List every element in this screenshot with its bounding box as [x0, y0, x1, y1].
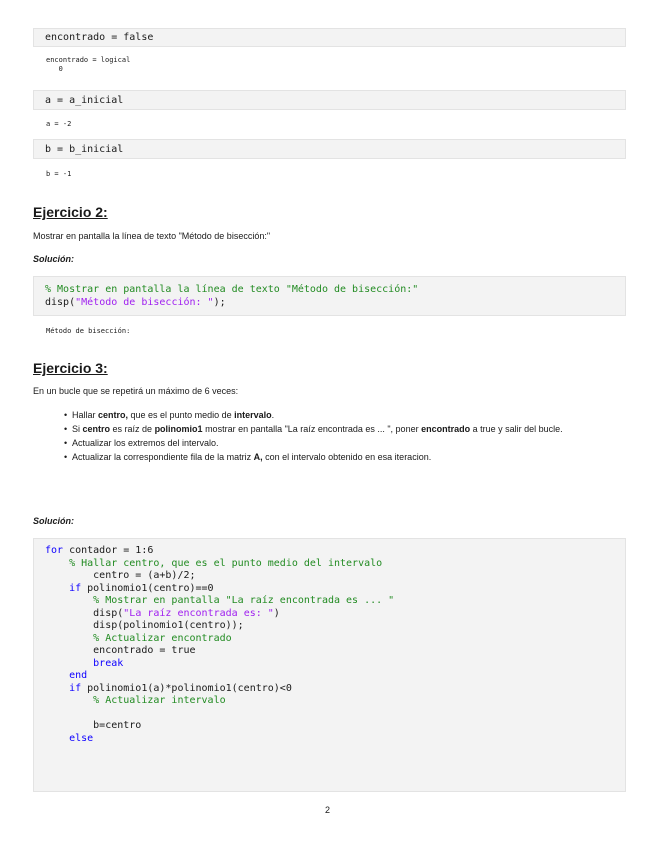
code-block-ex2	[33, 276, 626, 316]
list-item: • Si centro es raíz de polinomio1 mostrar en pantalla "La raíz encontrada es ... ", poner encontrado a true y salir del bucle.	[64, 422, 624, 436]
code-block-b	[33, 139, 626, 159]
ex2-heading: Ejercicio 2:	[33, 204, 108, 220]
code-line: a = a_inicial	[45, 95, 124, 106]
code-line: for contador = 1:6	[45, 545, 154, 556]
code-line: disp(polinomio1(centro));	[45, 620, 244, 631]
code-comment: % Actualizar intervalo	[45, 695, 226, 706]
output-encontrado: encontrado = logical 0	[46, 56, 131, 73]
list-item: • Hallar centro, que es el punto medio de intervalo.	[64, 408, 624, 422]
code-line-disp	[45, 297, 625, 310]
output-b: b = -1	[46, 170, 72, 178]
ex2-text: Mostrar en pantalla la línea de texto "Método de bisección:"	[33, 231, 271, 241]
code-line: encontrado = false	[45, 32, 154, 43]
output-bisection: Método de bisección:	[46, 327, 131, 335]
ex2-solution-label: Solución:	[33, 254, 74, 264]
code-line: centro = (a+b)/2;	[45, 570, 196, 581]
ex3-text: En un bucle que se repetirá un máximo de 6 veces:	[33, 386, 239, 396]
code-comment: % Mostrar en pantalla la línea de texto "Método de bisección:"	[45, 284, 419, 295]
code-keyword-line: end	[45, 670, 88, 681]
code-block-a	[33, 90, 626, 110]
code-string: "Método de bisección: "	[75, 296, 214, 308]
code-keyword-line: break	[45, 657, 124, 669]
list-item: • Actualizar los extremos del intervalo.	[64, 436, 624, 450]
code-block-loop	[33, 538, 626, 792]
output-a: a = -2	[46, 120, 72, 128]
code-line: b=centro	[45, 720, 142, 731]
ex3-bullet-list	[64, 408, 624, 464]
code-line: disp("La raíz encontrada es: ")	[45, 607, 280, 619]
code-line: encontrado = true	[45, 645, 196, 656]
code-line: if polinomio1(centro)==0	[45, 582, 214, 594]
code-line-blank	[45, 708, 625, 721]
code-punct: );	[213, 296, 226, 308]
list-item: • Actualizar la correspondiente fila de la matriz A, con el intervalo obtenido en esa iteracion.	[64, 450, 624, 464]
code-keyword-line: else	[45, 732, 94, 744]
page-number: 2	[324, 805, 330, 815]
ex3-heading: Ejercicio 3:	[33, 360, 108, 376]
code-fn: disp(	[45, 296, 76, 308]
code-comment: % Mostrar en pantalla "La raíz encontrada es ... "	[45, 595, 395, 606]
ex3-solution-label: Solución:	[33, 516, 74, 526]
code-line: b = b_inicial	[45, 144, 124, 155]
code-comment: % Hallar centro, que es el punto medio del intervalo	[45, 557, 383, 569]
code-line: if polinomio1(a)*polinomio1(centro)<0	[45, 682, 292, 694]
code-comment: % Actualizar encontrado	[45, 632, 232, 644]
code-block-encontrado	[33, 28, 626, 47]
